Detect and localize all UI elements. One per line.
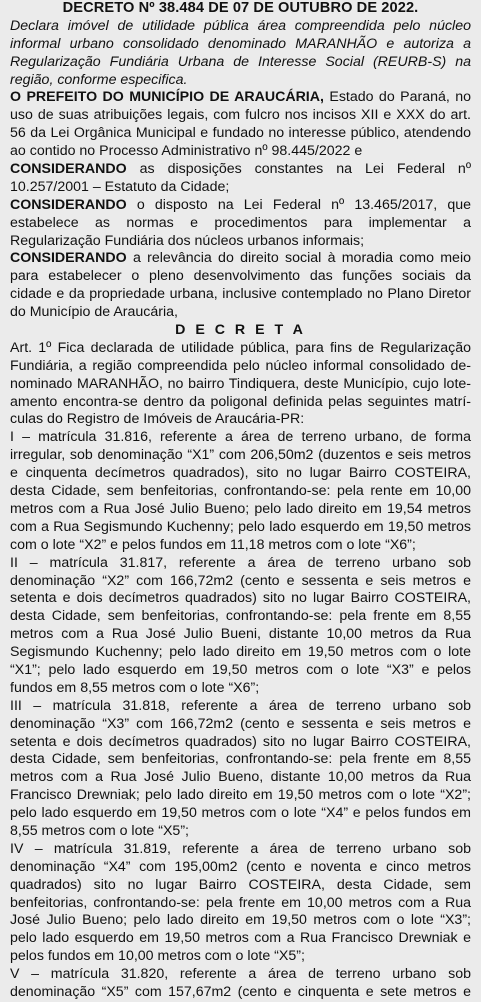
summary-line: Declara imóvel de utilidade pública área compreendida pelo núcleo	[10, 17, 471, 34]
item-line: IV – matrícula 31.819, referente a área de terreno urbano sob	[10, 840, 471, 857]
item-line: III – matrícula 31.818, referente a área de terreno urbano sob	[10, 697, 471, 714]
considerando-line: estabelece as normas e procedimentos para implementar a	[10, 214, 471, 231]
item-line: setenta e dois decímetros quadrados) sito no lugar Bairro COSTEIRA,	[10, 590, 471, 607]
item-line: pelos fundos em 10,00 metros com o lote “X5”;	[10, 948, 305, 965]
article-line: amento encontra-se dentro da poligonal definida pelas seguintes matrí-	[10, 393, 471, 410]
item-line: denominação “X2” com 166,72m2 (cento e sessenta e seis metros e	[10, 572, 471, 589]
considerando-line: 10.257/2001 – Estatuto da Cidade;	[10, 178, 230, 195]
item-line: desta Cidade, sem benfeitorias, confrontando-se: pela frente em 8,55	[10, 608, 471, 625]
considerando-line: cidade e da propriedade urbana, inclusive contemplado no Plano Diretor	[10, 286, 471, 303]
considerando-3	[10, 250, 471, 322]
item-line: benfeitorias, confrontando-se: pela frente em 10,00 metros com a Rua	[10, 894, 471, 911]
item-line: José Julio Bueno; pelo lado direito em 19,50 metros com o lote “X3”;	[10, 912, 471, 929]
article-line: nominado MARANHÃO, no bairro Tindiquera, deste Município, cujo lote-	[10, 375, 471, 392]
item-line: quadrados) sito no lugar Bairro COSTEIRA, desta Cidade, sem	[10, 876, 471, 893]
article-1	[10, 340, 471, 429]
item-line: denominação “X4” com 195,00m2 (cento e noventa e cinco metros	[10, 858, 471, 875]
item-line: pelo lado esquerdo em 19,50 metros com o lote “X4” e pelos fundos em	[10, 805, 471, 822]
item-line: desta Cidade, sem benfeitorias, confrontando-se: pela rente em 10,00	[10, 483, 471, 500]
considerando-keyword: CONSIDERANDO	[10, 250, 127, 267]
item-line: pelo lado esquerdo em 19,50 metros com a Rua Francisco Drewniak e	[10, 930, 471, 947]
item-ii	[10, 555, 471, 698]
considerando-keyword: CONSIDERANDO	[10, 196, 127, 213]
decree-summary	[10, 18, 471, 90]
item-line: metros com a Rua José Julio Bueno; pelo lado direito em 19,54 metros	[10, 500, 471, 517]
considerando-1	[10, 161, 471, 197]
item-i	[10, 429, 471, 554]
item-line: irregular, sob denominação “X1” com 206,50m2 (duzentos e seis metros	[10, 447, 471, 464]
considerando-line: Regularização Fundiária dos núcleos urbanos informais;	[10, 232, 365, 249]
item-line: metros com a Rua José Julio Bueni, distante 10,00 metros da Rua	[10, 626, 471, 643]
item-line: setenta e dois decímetros quadrados) sito no lugar Bairro COSTEIRA,	[10, 733, 471, 750]
item-line: com a Rua Segismundo Kuchenny; pelo lado esquerdo em 19,50 metros	[10, 518, 471, 535]
considerando-text: a relevância do direito social à moradia como meio	[126, 250, 471, 267]
summary-line: Regularização Fundiária Urbana de Interesse Social (REURB-S) na	[10, 53, 471, 70]
item-line: desta Cidade, sem benfeitorias, confrontando-se: pela frente em 8,55	[10, 751, 471, 768]
preamble-line: uso de suas atribuições legais, com fulcro nos incisos XII e XXX do art.	[10, 107, 471, 124]
item-iv	[10, 841, 471, 966]
item-line: I – matrícula 31.816, referente a área de terreno urbano, de forma	[10, 429, 471, 446]
item-line: II – matrícula 31.817, referente a área de terreno urbano sob	[10, 554, 471, 571]
item-line: V – matrícula 31.820, referente a área de terreno urbano sob	[10, 966, 471, 983]
item-line: “X1”; pelo lado esquerdo em 19,50 metros com o lote “X3” e pelos	[10, 661, 471, 678]
item-line: com o lote “X2” e pelos fundos em 11,18 metros com o lote “X6”;	[10, 536, 416, 553]
considerando-text: as disposições constantes na Lei Federal nº	[126, 161, 471, 178]
considerando-keyword: CONSIDERANDO	[10, 161, 127, 178]
item-line: e cinquenta decímetros quadrados), sito no lugar Bairro COSTEIRA,	[10, 465, 471, 482]
preamble	[10, 89, 471, 161]
item-line: fundos em 8,55 metros com o lote “X6”;	[10, 679, 260, 696]
item-v	[10, 966, 471, 1002]
article-line: Art. 1º Fica declarada de utilidade pública, para fins de Regularização	[10, 339, 471, 356]
preamble-line: ao contido no Processo Administrativo nº 98.445/2022 e	[10, 143, 363, 160]
item-iii	[10, 698, 471, 841]
decreta-heading: D E C R E T A	[175, 322, 306, 339]
item-line: denominação “X3” com 166,72m2 (cento e sessenta e seis metros e	[10, 715, 471, 732]
considerando-2	[10, 197, 471, 251]
summary-line: informal urbano consolidado denominado MARANHÃO e autoriza a	[10, 35, 471, 52]
item-line: metros com a Rua José Julio Bueno, distante 10,00 metros da Rua	[10, 769, 471, 786]
preamble-text: Estado do Paraná, no	[323, 89, 471, 106]
considerando-line	[10, 250, 471, 268]
preamble-line	[10, 89, 471, 107]
mayor-heading: O PREFEITO DO MUNICÍPIO DE ARAUCÁRIA,	[10, 89, 324, 106]
considerando-line: do Município de Araucária,	[10, 304, 178, 321]
item-line: Francisco Drewniak; pelo lado direito em 19,50 metros com o lote “X2”;	[10, 787, 471, 804]
item-line: 8,55 metros com o lote “X5”;	[10, 822, 189, 839]
considerando-text: o disposto na Lei Federal nº 13.465/2017, que	[126, 196, 471, 213]
considerando-line	[10, 197, 471, 215]
item-line: denominação “X5” com 157,67m2 (cento e cinquenta e sete metros e	[10, 983, 471, 1000]
decree-title: DECRETO Nº 38.484 DE 07 DE OUTUBRO DE 2022.	[62, 0, 419, 16]
considerando-line: para estabelecer o pleno desenvolvimento das funções sociais da	[10, 268, 471, 285]
summary-line: região, conforme especifica.	[10, 71, 188, 88]
item-line: Segismundo Kuchenny; pelo lado direito em 19,50 metros com o lote	[10, 644, 471, 661]
article-line: Fundiária, a região compreendida pelo núcleo informal consolidado de-	[10, 357, 471, 374]
considerando-line	[10, 161, 471, 179]
preamble-line: 56 da Lei Orgânica Municipal e fundado no interesse público, atendendo	[10, 125, 471, 142]
article-line: culas do Registro de Imóveis de Araucária-PR:	[10, 411, 305, 428]
